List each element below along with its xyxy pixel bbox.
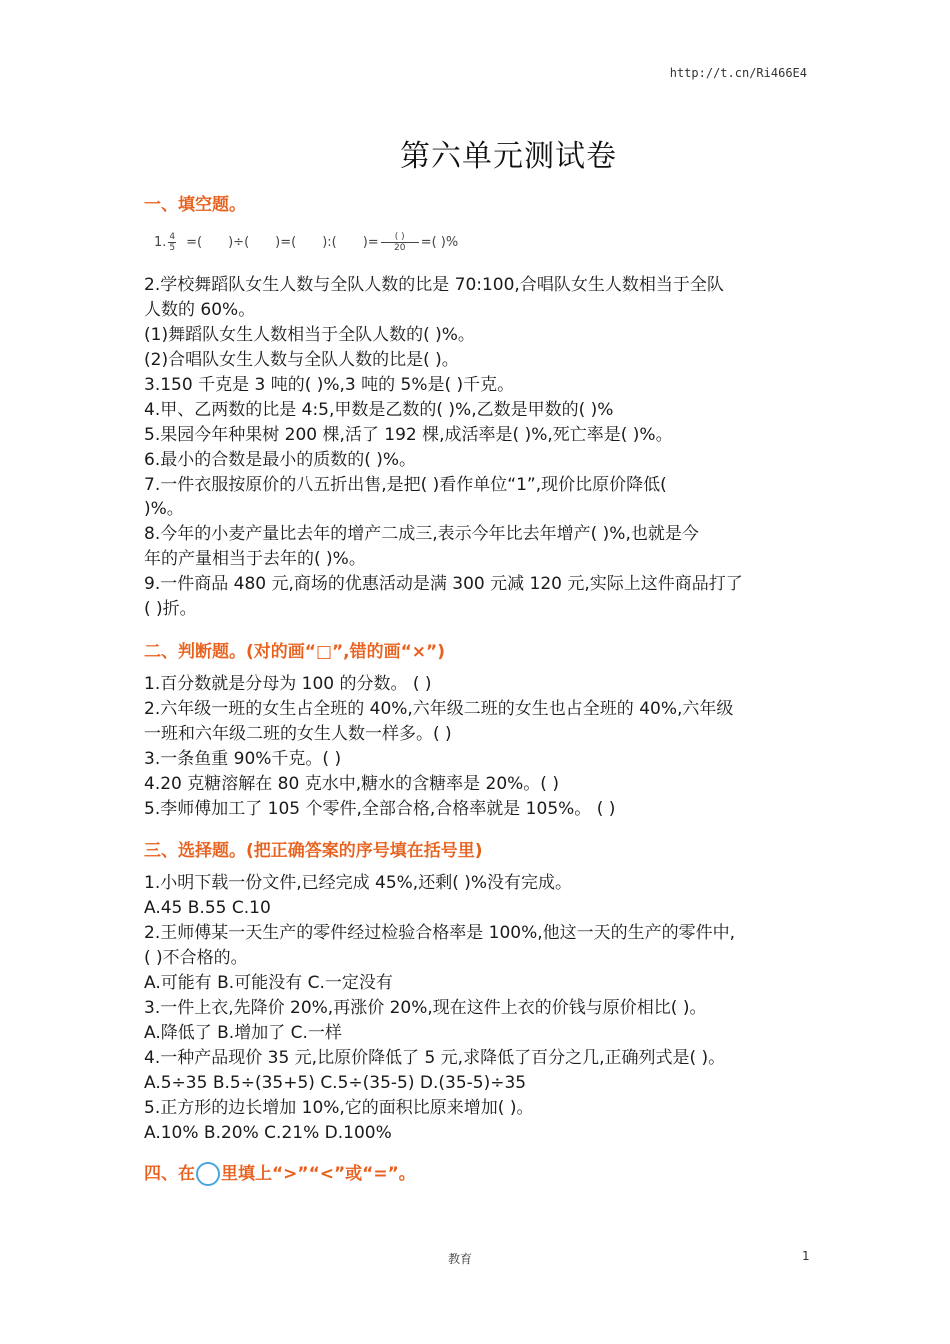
question-line: 1.百分数就是分母为 100 的分数。 ( ) — [144, 674, 432, 694]
question-line: 4.一种产品现价 35 元,比原价降低了 5 元,求降低了百分之几,正确列式是( )。 — [144, 1048, 726, 1068]
question-line: 5.李师傅加工了 105 个零件,全部合格,合格率就是 105%。 ( ) — [144, 799, 616, 819]
question-line: (1)舞蹈队女生人数相当于全队人数的( )%。 — [144, 325, 475, 345]
question-line: ( )折。 — [144, 599, 197, 619]
formula-part: )= — [362, 235, 379, 250]
footer-label: 教育 — [448, 1252, 473, 1266]
fraction-four-fifths — [168, 232, 176, 253]
formula-part: ):( — [322, 235, 337, 250]
source-url[interactable]: http://t.cn/Ri466E4 — [669, 66, 807, 80]
question-line: ( )不合格的。 — [144, 948, 248, 968]
question-line: 4.20 克糖溶解在 80 克水中,糖水的含糖率是 20%。( ) — [144, 774, 559, 794]
formula-part: )=( — [275, 235, 297, 250]
section-4-heading — [144, 1159, 416, 1186]
answer-options: A.可能有 B.可能没有 C.一定没有 — [144, 973, 393, 993]
fraction-numerator: ( ) — [381, 232, 419, 243]
formula-part: =( — [186, 235, 203, 250]
fraction-over-twenty — [381, 232, 419, 253]
question-line: 6.最小的合数是最小的质数的( )%。 — [144, 450, 417, 470]
question-line: 年的产量相当于去年的( )%。 — [144, 549, 366, 569]
question-line: 3.一条鱼重 90%千克。( ) — [144, 749, 342, 769]
answer-options: A.5÷35 B.5÷(35+5) C.5÷(35-5) D.(35-5)÷35 — [144, 1073, 527, 1093]
answer-options: A.45 B.55 C.10 — [144, 898, 271, 918]
section-4-heading-start: 四、在 — [144, 1164, 195, 1184]
fraction-denominator: 5 — [169, 243, 176, 253]
answer-options: A.降低了 B.增加了 C.一样 — [144, 1023, 342, 1043]
question-line: 3.150 千克是 3 吨的( )%,3 吨的 5%是( )千克。 — [144, 375, 515, 395]
question-line: 7.一件衣服按原价的八五折出售,是把( )看作单位“1”,现价比原价降低( — [144, 475, 667, 495]
question-line: )%。 — [144, 499, 184, 519]
question-line: 2.学校舞蹈队女生人数与全队人数的比是 70:100,合唱队女生人数相当于全队 — [144, 275, 724, 295]
section-4-heading-end: 里填上“>”“<”或“=”。 — [221, 1164, 416, 1184]
formula-tail: =( )% — [420, 235, 459, 250]
question-line: (2)合唱队女生人数与全队人数的比是( )。 — [144, 350, 459, 370]
section-3-heading: 三、选择题。(把正确答案的序号填在括号里) — [144, 841, 483, 861]
section-2-heading: 二、判断题。(对的画“□”,错的画“×”) — [144, 642, 445, 662]
question-line: 2.六年级一班的女生占全班的 40%,六年级二班的女生也占全班的 40%,六年级 — [144, 699, 734, 719]
page-title: 第六单元测试卷 — [400, 139, 617, 174]
question-line: 一班和六年级二班的女生人数一样多。( ) — [144, 724, 452, 744]
question-line: 1.小明下载一份文件,已经完成 45%,还剩( )%没有完成。 — [144, 873, 573, 893]
fraction-denominator: 20 — [393, 243, 406, 253]
question-line: 8.今年的小麦产量比去年的增产二成三,表示今年比去年增产( )%,也就是今 — [144, 524, 699, 544]
section-1-heading: 一、填空题。 — [144, 195, 246, 215]
question-line: 4.甲、乙两数的比是 4:5,甲数是乙数的( )%,乙数是甲数的( )% — [144, 400, 614, 420]
circle-icon — [196, 1162, 220, 1186]
fraction-numerator: 4 — [169, 232, 176, 242]
question-1-formula — [154, 232, 458, 253]
question-line: 2.王师傅某一天生产的零件经过检验合格率是 100%,他这一天的生产的零件中, — [144, 923, 736, 943]
formula-part: )÷( — [228, 235, 250, 250]
question-line: 人数的 60%。 — [144, 300, 256, 320]
question-line: 9.一件商品 480 元,商场的优惠活动是满 300 元减 120 元,实际上这件商品打了 — [144, 574, 743, 594]
answer-options: A.10% B.20% C.21% D.100% — [144, 1123, 392, 1143]
formula-prefix: 1. — [154, 235, 167, 250]
question-line: 3.一件上衣,先降价 20%,再涨价 20%,现在这件上衣的价钱与原价相比( )。 — [144, 998, 707, 1018]
page-number: 1 — [802, 1249, 810, 1263]
question-line: 5.正方形的边长增加 10%,它的面积比原来增加( )。 — [144, 1098, 534, 1118]
question-line: 5.果园今年种果树 200 棵,活了 192 棵,成活率是( )%,死亡率是( )%。 — [144, 425, 673, 445]
